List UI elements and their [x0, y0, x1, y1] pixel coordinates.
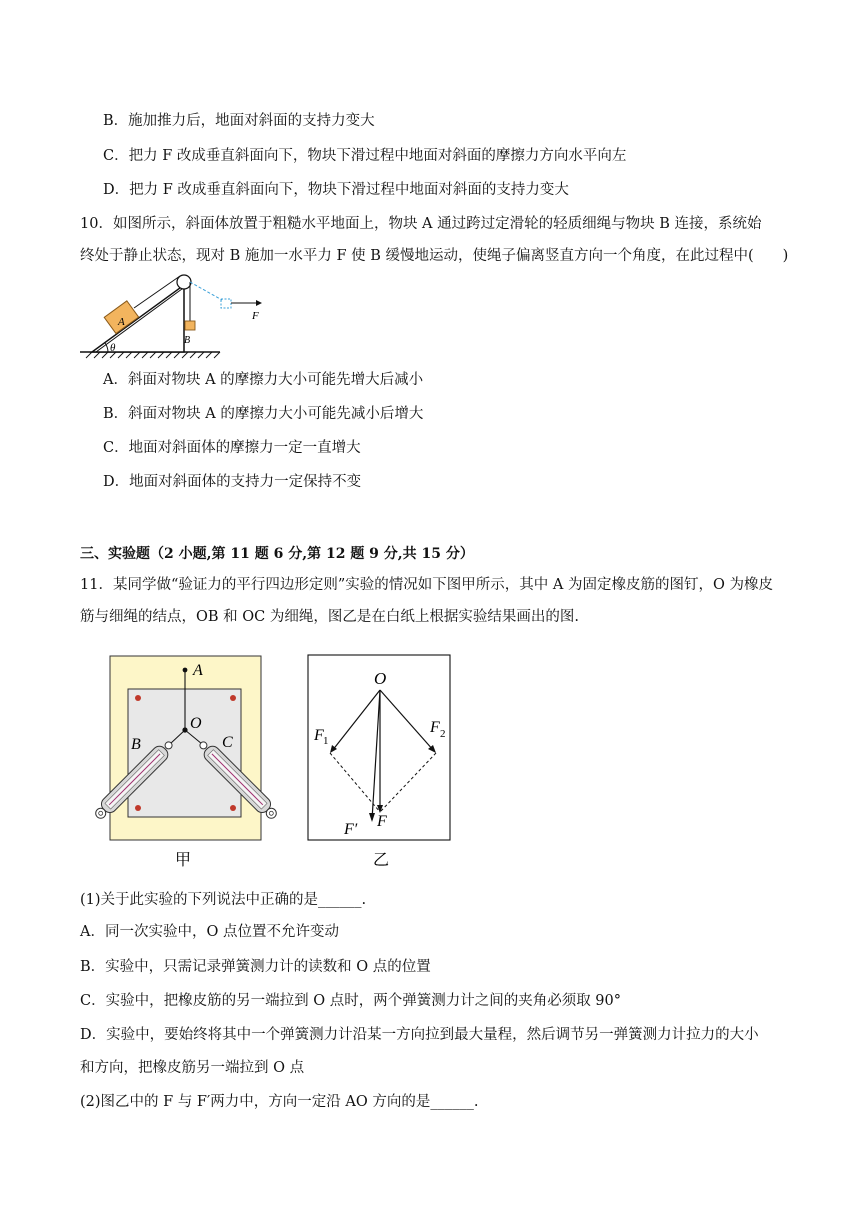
caption-yi: 乙 — [373, 852, 390, 869]
block-b-label: B — [184, 335, 191, 346]
q11-sub2: (2)图乙中的 F 与 F′两力中，方向一定沿 AO 方向的是______. — [80, 1094, 479, 1110]
block-b-displaced — [221, 299, 231, 308]
q9-option-b: B．施加推力后，地面对斜面的支持力变大 — [103, 113, 375, 129]
yi-label-f2-sub: 2 — [440, 728, 446, 740]
q9-option-c: C．把力 F 改成垂直斜面向下，物块下滑过程中地面对斜面的摩擦力方向水平向左 — [103, 148, 627, 164]
pin-icon — [230, 695, 236, 701]
section3-title: 三、实验题（2 小题,第 11 题 6 分,第 12 题 9 分,共 15 分） — [80, 546, 474, 562]
q10-option-a: A．斜面对物块 A 的摩擦力大小可能先增大后减小 — [103, 372, 424, 388]
yi-label-f: F — [377, 813, 387, 830]
pin-icon — [135, 695, 141, 701]
q11-option-a: A．同一次实验中，O 点位置不允许变动 — [80, 924, 339, 940]
q11-figure-jia — [86, 652, 286, 872]
label-b: B — [131, 736, 141, 753]
q10-stem-line2: 终处于静止状态，现对 B 施加一水平力 F 使 B 缓慢地运动，使绳子偏离竖直方向一个角度，在此过程中( ) — [80, 248, 789, 264]
q10-option-d: D．地面对斜面体的支持力一定保持不变 — [103, 474, 362, 490]
pin-icon — [230, 805, 236, 811]
yi-label-f1-sub: 1 — [323, 735, 329, 747]
yi-label-f1: F — [314, 727, 324, 744]
caption-jia: 甲 — [175, 852, 192, 869]
q11-option-c: C．实验中，把橡皮筋的另一端拉到 O 点时，两个弹簧测力计之间的夹角必须取 90° — [80, 993, 622, 1009]
q9-option-d: D．把力 F 改成垂直斜面向下，物块下滑过程中地面对斜面的支持力变大 — [103, 182, 569, 198]
q11-stem-line1: 11．某同学做“验证力的平行四边形定则”实验的情况如下图甲所示，其中 A 为固定橡皮筋的图钉，O 为橡皮 — [80, 577, 773, 593]
yi-label-o: O — [374, 669, 387, 688]
q11-option-d-line1: D．实验中，要始终将其中一个弹簧测力计沿某一方向拉到最大量程，然后调节另一弹簧测力计拉力的大小 — [80, 1027, 759, 1043]
force-f-label: F — [252, 310, 259, 322]
q10-stem-line1: 10．如图所示，斜面体放置于粗糙水平地面上，物块 A 通过跨过定滑轮的轻质细绳与物块 B 连接，系统始 — [80, 216, 762, 232]
block-a-label: A — [118, 316, 125, 328]
ground-hatch — [86, 352, 220, 358]
yi-label-fprime: F′ — [344, 821, 358, 838]
rope-displaced-dashed — [190, 282, 222, 300]
block-b — [185, 321, 195, 330]
label-a: A — [193, 662, 203, 679]
q11-sub1: (1)关于此实验的下列说法中正确的是______. — [80, 892, 367, 908]
force-f-arrowhead — [256, 300, 262, 306]
q11-stem-line2: 筋与细绳的结点，OB 和 OC 为细绳，图乙是在白纸上根据实验结果画出的图. — [80, 609, 579, 625]
q11-option-d-line2: 和方向，把橡皮筋另一端拉到 O 点 — [80, 1060, 305, 1076]
q10-option-b: B．斜面对物块 A 的摩擦力大小可能先减小后增大 — [103, 406, 424, 422]
q10-incline-figure — [80, 270, 280, 362]
label-o: O — [190, 715, 202, 732]
pulley-icon — [177, 275, 191, 289]
q11-option-b: B．实验中，只需记录弹簧测力计的读数和 O 点的位置 — [80, 959, 431, 975]
label-c: C — [222, 734, 233, 751]
yi-label-f2: F — [430, 719, 440, 736]
pin-icon — [135, 805, 141, 811]
q10-option-c: C．地面对斜面体的摩擦力一定一直增大 — [103, 440, 361, 456]
q11-figure-yi — [306, 652, 456, 872]
theta-label: θ — [110, 342, 116, 354]
